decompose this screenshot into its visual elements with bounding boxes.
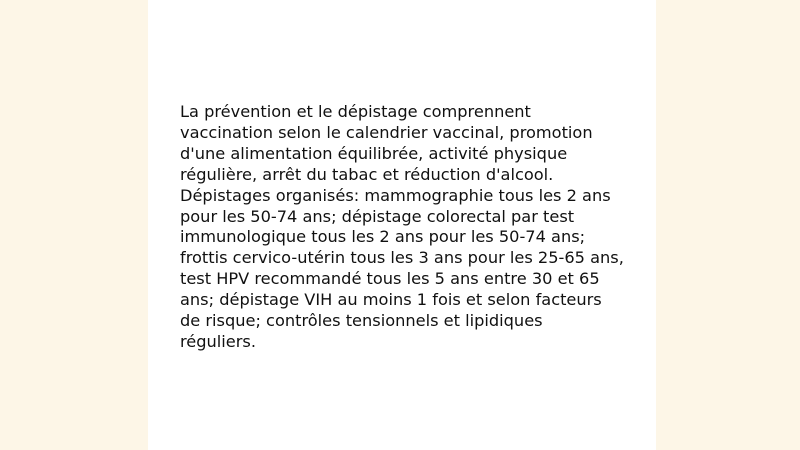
paragraph-line: régulière, arrêt du tabac et réduction d'alcool.: [180, 164, 554, 184]
paragraph-line: de risque; contrôles tensionnels et lipidiques: [180, 311, 543, 331]
paragraph-line: immunologique tous les 2 ans pour les 50-74 ans;: [180, 227, 586, 247]
paragraph-line: La prévention et le dépistage comprennent: [180, 102, 531, 121]
body-paragraph: [180, 102, 650, 353]
paragraph-line: pour les 50-74 ans; dépistage colorectal par test: [180, 206, 575, 226]
paragraph-line: test HPV recommandé tous les 5 ans entre 30 et 65: [180, 269, 600, 289]
paragraph-line: ans; dépistage VIH au moins 1 fois et selon facteurs: [180, 290, 602, 310]
paragraph-line: frottis cervico-utérin tous les 3 ans pour les 25-65 ans,: [180, 248, 624, 268]
paragraph-line: réguliers.: [180, 331, 256, 351]
paragraph-line: Dépistages organisés: mammographie tous les 2 ans: [180, 185, 611, 205]
paragraph-line: vaccination selon le calendrier vaccinal, promotion: [180, 122, 593, 142]
document-page: [148, 0, 656, 450]
paragraph-line: d'une alimentation équilibrée, activité physique: [180, 143, 568, 163]
